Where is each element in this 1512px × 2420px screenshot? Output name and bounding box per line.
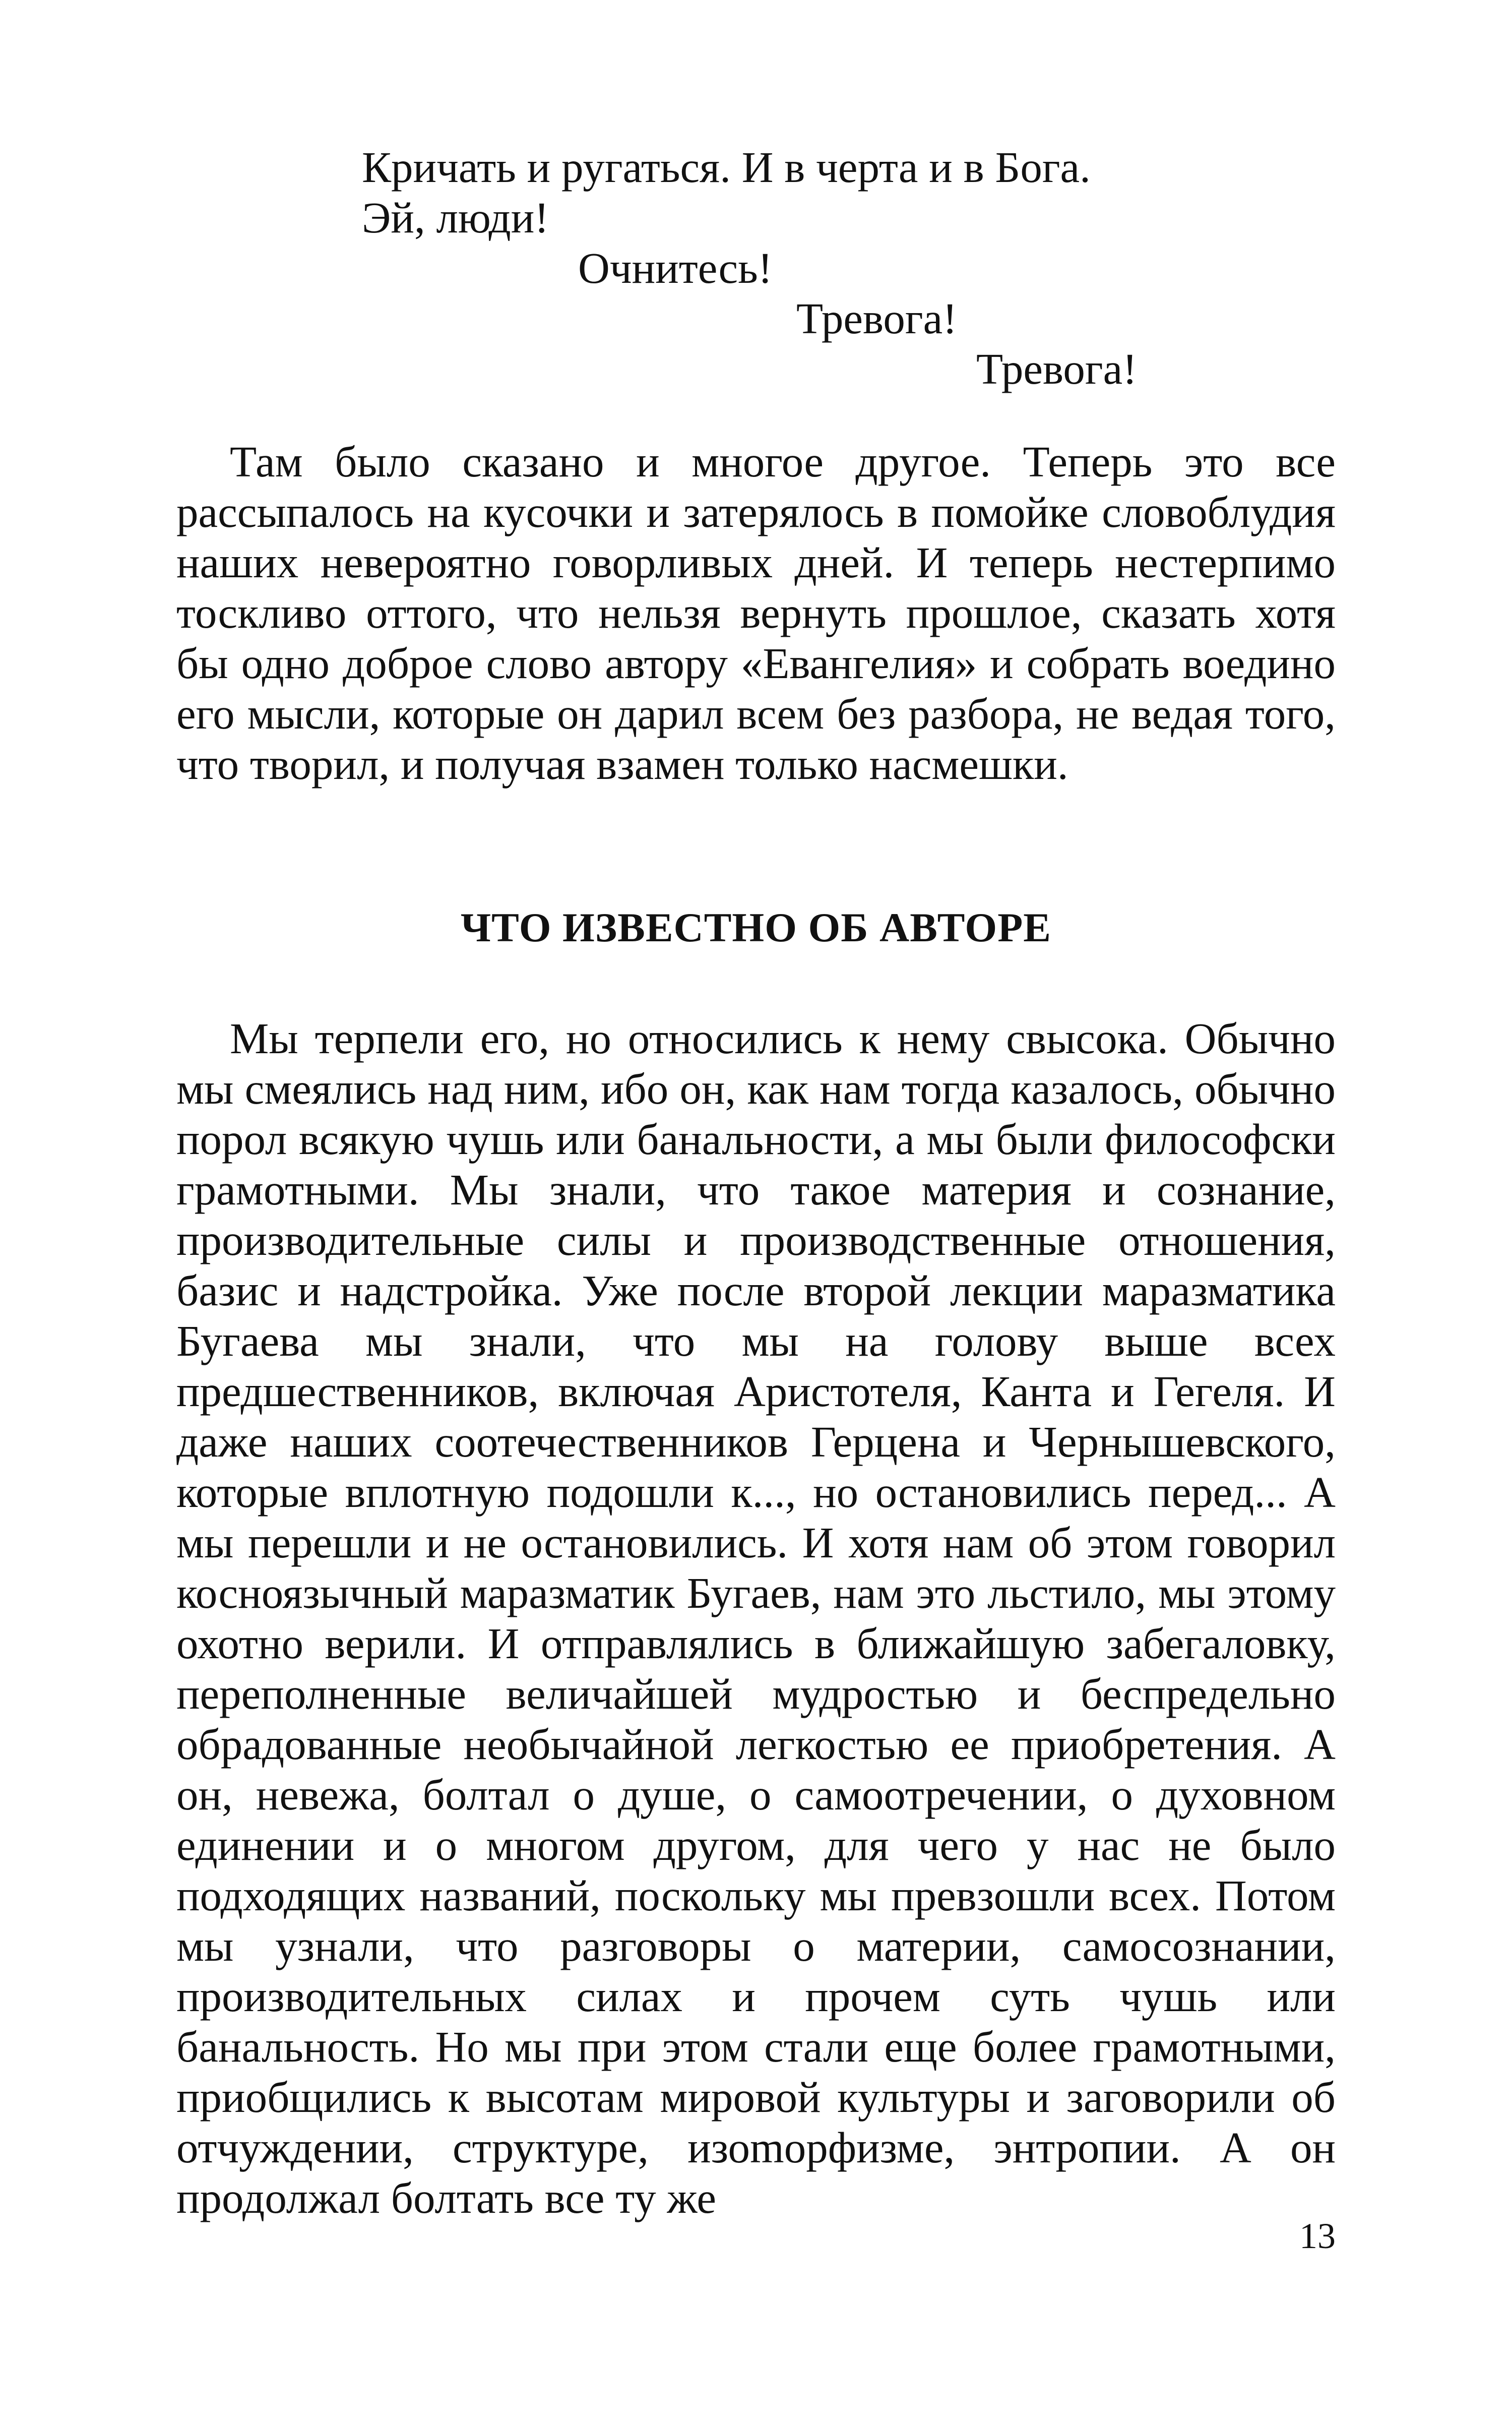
paragraph-2: Мы терпели его, но относились к нему свысока. Обычно мы смеялись над ним, ибо он, как нам тогда казалось, обычно порол всякую чушь или банальности, а мы были философски грамотными. Мы знали, что такое материя и сознание, производительные силы и производственные отношения, базис и надстройка. Уже после второй лекции маразматика Бугаева мы знали, что мы на голову выше всех предшественников, включая Аристотеля, Канта и Гегеля. И даже наших соотечественников Герцена и Чернышевского, которые вплотную подошли к..., но остановились перед... А мы перешли и не остановились. И хотя нам об этом говорил косноязычный маразматик Бугаев, нам это льстило, мы этому охотно верили. И отправлялись в ближайшую забегаловку, переполненные величайшей мудростью и беспредельно обрадованные необычайной легкостью ее приобретения. А он, невежа, болтал о душе, о самоотречении, о духовном единении и о многом другом, для чего у нас не было подходящих названий, поскольку мы превзошли всех. Потом мы узнали, что разговоры о материи, самосознании, производительных силах и прочем суть чушь или банальность. Но мы при этом стали еще более грамотными, приобщились к высотам мировой культуры и заговорили об отчуждении, структуре, изоmорфизме, энтропии. А он продолжал болтать все ту же xyxy=(176,1014,1336,2222)
section-heading: ЧТО ИЗВЕСТНО ОБ АВТОРЕ xyxy=(460,904,1051,950)
verse-line-2: Эй, люди! xyxy=(362,193,549,242)
verse-line-5: Тревога! xyxy=(976,344,1138,393)
paragraph-2-block xyxy=(176,1013,1336,2223)
verse-line-3: Очнитесь! xyxy=(578,244,773,292)
verse-line-4: Тревога! xyxy=(796,294,958,343)
verse-line-1: Кричать и ругаться. И в черта и в Бога. xyxy=(362,143,1091,192)
paragraph-1: Там было сказано и многое другое. Теперь это все рассыпалось на кусочки и затерялось в помойке словоблудия наших невероятно говорливых дней. И теперь нестерпимо тоскливо оттого, что нельзя вернуть прошлое, сказать хотя бы одно доброе слово автору «Евангелия» и собрать воедино его мысли, которые он дарил всем без разбора, не ведая того, что творил, и получая взамен только насмешки. xyxy=(176,437,1336,789)
paragraph-1-block xyxy=(176,437,1336,790)
page-number: 13 xyxy=(1299,2216,1336,2256)
